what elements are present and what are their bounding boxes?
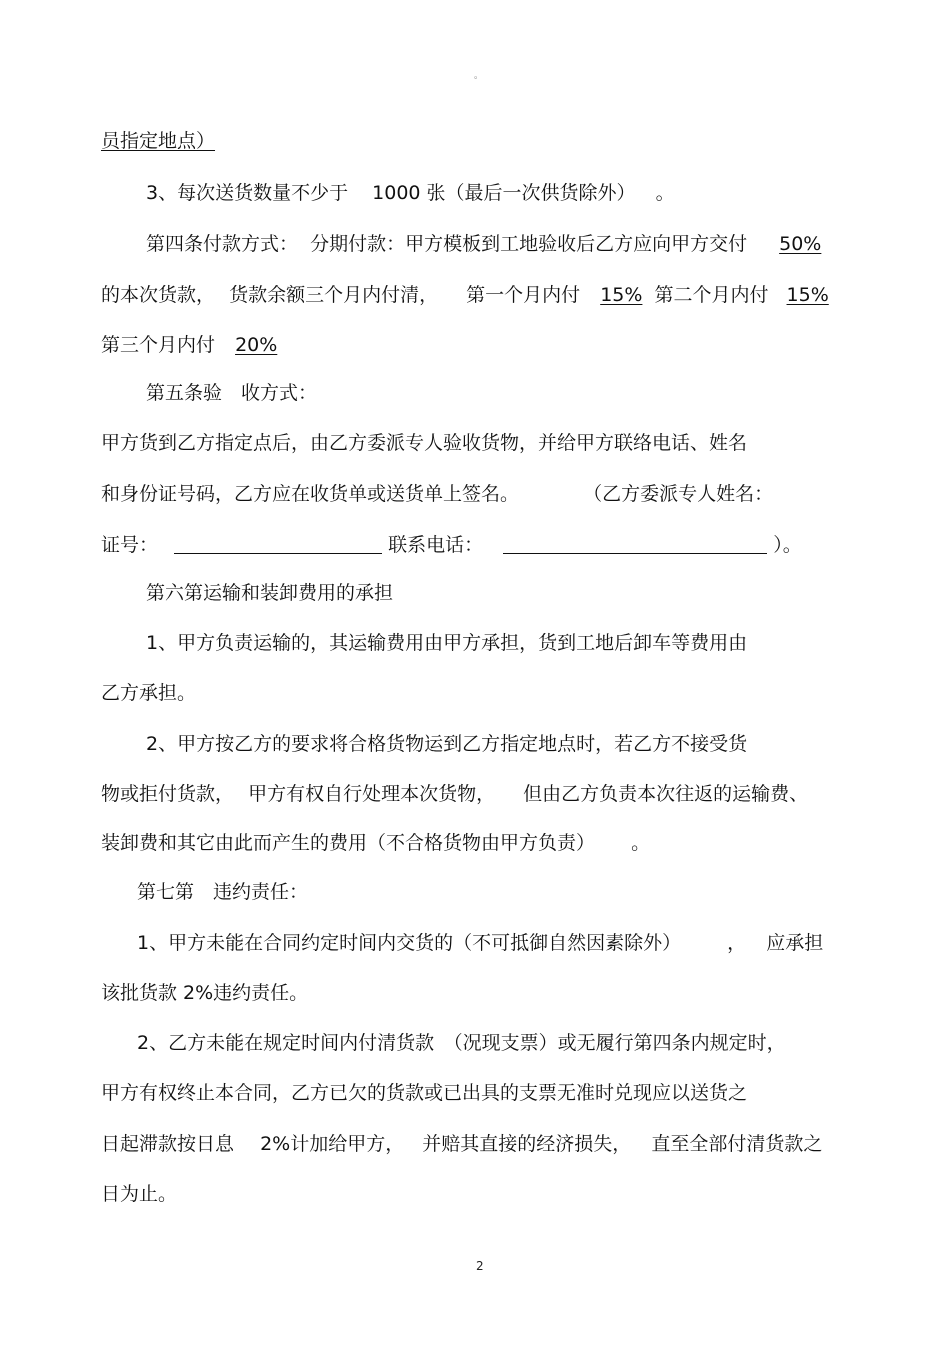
text-segment: 物或拒付货款，	[101, 783, 235, 805]
clause-5-text: 甲方货到乙方指定点后，由乙方委派专人验收货物，并给甲方联络电话、姓名	[101, 432, 748, 454]
clause-7-item-2: 2、乙方未能在规定时间内付清货款 （况现支票）或无履行第四条内规定时，	[137, 1032, 786, 1054]
text-segment: 。	[631, 832, 651, 854]
text-segment: （乙方委派专人姓名：	[583, 483, 774, 505]
clause-7-item-1	[137, 930, 823, 956]
clause-7-item-1-cont: 该批货款 2%违约责任。	[101, 982, 309, 1004]
header-mark: 。	[474, 71, 484, 81]
text-segment: 1、甲方未能在合同约定时间内交货的（不可抵御自然因素除外）	[137, 932, 682, 954]
clause-7-item-2-cont: 甲方有权终止本合同，乙方已欠的货款或已出具的支票无准时兑现应以送货之	[101, 1082, 748, 1104]
text-segment: 第二个月内付	[654, 284, 769, 306]
text-segment: 货款余额三个月内付清，	[229, 284, 439, 306]
text-segment: 和身份证号码，乙方应在收货单或送货单上签名。	[101, 483, 520, 505]
clause-3-item-3	[146, 180, 675, 206]
text-segment: ）。	[773, 534, 802, 556]
clause-5-fill-in-line	[101, 532, 802, 558]
text-segment: 2%计加给甲方，	[260, 1133, 405, 1155]
clause-5-title: 第五条验 收方式：	[146, 382, 318, 404]
text-segment: 直至全部付清货款之	[651, 1133, 823, 1155]
id-number-blank	[174, 533, 382, 554]
clause-6-item-2-cont-2	[101, 830, 650, 856]
text-segment: 1000 张（最后一次供货除外）	[372, 182, 636, 204]
payment-percent-month-2: 15%	[786, 284, 829, 306]
text-segment: 第一个月内付	[466, 284, 581, 306]
phone-blank	[503, 533, 767, 554]
text-segment: 装卸费和其它由此而产生的费用（不合格货物由甲方负责）	[101, 832, 596, 854]
page-number: 2	[476, 1259, 484, 1273]
text-segment: 日起滞款按日息	[101, 1133, 235, 1155]
text-segment: ，	[727, 932, 747, 954]
text-segment: 分期付款：甲方模板到工地验收后乙方应向甲方交付	[310, 233, 748, 255]
clause-4-payment	[146, 231, 821, 257]
text-segment: 但由乙方负责本次往返的运输费、	[523, 783, 809, 805]
phone-label: 联系电话：	[388, 534, 484, 556]
text-segment: 应承担	[766, 932, 824, 954]
clause-7-item-2-cont-2	[101, 1131, 822, 1157]
id-number-label: 证号：	[101, 534, 159, 556]
payment-percent-month-1: 15%	[600, 284, 643, 306]
text-segment: 3、每次送货数量不少于	[146, 182, 349, 204]
clause-5-text-line-2	[101, 481, 773, 507]
clause-6-title: 第六第运输和装卸费用的承担	[146, 582, 394, 604]
text-segment: 第三个月内付	[101, 334, 216, 356]
payment-percent-month-3: 20%	[235, 334, 278, 356]
clause-6-item-2-cont	[101, 781, 808, 807]
clause-6-item-1-cont: 乙方承担。	[101, 682, 197, 704]
clause-6-item-1: 1、甲方负责运输的，其运输费用由甲方承担，货到工地后卸车等费用由	[146, 632, 748, 654]
clause-7-title: 第七第 违约责任：	[137, 881, 309, 903]
clause-4-payment-line-3	[101, 332, 277, 358]
text-segment: 并赔其直接的经济损失，	[422, 1133, 632, 1155]
clause-3-continuation: 员指定地点）	[101, 130, 216, 152]
text-segment: 甲方有权自行处理本次货物，	[248, 783, 496, 805]
clause-6-item-2: 2、甲方按乙方的要求将合格货物运到乙方指定地点时，若乙方不接受货	[146, 733, 748, 755]
text-segment: 第四条付款方式：	[146, 233, 299, 255]
clause-7-item-2-cont-3: 日为止。	[101, 1183, 178, 1205]
text-segment: 。	[655, 182, 675, 204]
text-segment: 的本次货款，	[101, 284, 216, 306]
payment-percent-initial: 50%	[779, 233, 822, 255]
clause-4-payment-line-2	[101, 282, 829, 308]
